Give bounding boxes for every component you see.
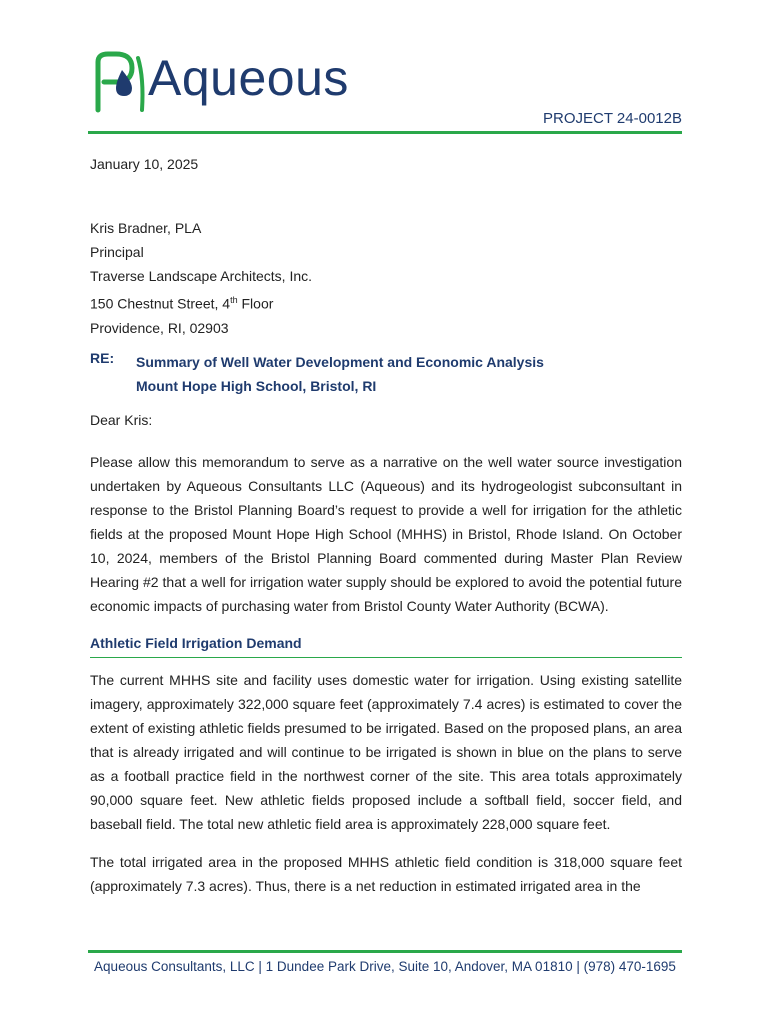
recipient-address	[90, 216, 682, 340]
total-area-paragraph: The total irrigated area in the proposed MHHS athletic field condition is 318,000 square feet (approximately 7.3 acres). Thus, there is a net reduction in estimated irrigated area in the	[90, 853, 682, 894]
header-divider	[88, 131, 682, 134]
recipient-street	[90, 288, 682, 316]
footer-contact: Aqueous Consultants, LLC | 1 Dundee Park Drive, Suite 10, Andover, MA 01810 | (978) 470-1695	[94, 959, 676, 974]
water-drop-logo-icon	[92, 48, 154, 118]
logo-wordmark: Aqueous	[148, 50, 349, 106]
section-heading: Athletic Field Irrigation Demand	[90, 632, 682, 658]
greeting: Dear Kris:	[90, 411, 153, 428]
subject-line-1: Summary of Well Water Development and Economic Analysis	[136, 353, 544, 370]
recipient-name: Kris Bradner, PLA	[90, 220, 202, 236]
street-text: 150 Chestnut Street, 4	[90, 295, 231, 312]
subject-label: RE:	[90, 349, 115, 366]
recipient-company: Traverse Landscape Architects, Inc.	[90, 268, 313, 284]
recipient-city: Providence, RI, 02903	[90, 319, 229, 336]
intro-paragraph: Please allow this memorandum to serve as a narrative on the well water source investigation undertaken by Aqueous Consultants LLC (Aqueous) and its hydrogeologist subconsultant in response to the Bristol Planning Board’s request to provide a well for irrigation for the athletic fields at the proposed Mount Hope High School (MHHS) in Bristol, Rhode Island. On October 10, 2024, members of the Bristol Planning Board commented during Master Plan Review Hearing #2 that a well for irrigation water supply should be explored to avoid the potential future economic impacts of purchasing water from Bristol County Water Authority (BCWA).	[90, 453, 682, 614]
project-number: PROJECT 24-0012B	[543, 110, 682, 127]
company-logo	[92, 48, 372, 118]
recipient-title: Principal	[90, 244, 144, 260]
street-floor: Floor	[237, 295, 274, 312]
subject-block	[90, 350, 682, 398]
letter-date: January 10, 2025	[90, 156, 199, 172]
subject-line-2: Mount Hope High School, Bristol, RI	[136, 377, 377, 394]
street-ordinal: th	[230, 295, 238, 305]
demand-paragraph: The current MHHS site and facility uses domestic water for irrigation. Using existing satellite imagery, approximately 322,000 square feet (approximately 7.4 acres) is estimated to cover the extent of existing athletic fields presumed to be irrigated. Based on the proposed plans, an area that is already irrigated and will continue to be irrigated is shown in blue on the plans to serve as a football practice field in the northwest corner of the site. This area totals approximately 90,000 square feet. New athletic fields proposed include a softball field, soccer field, and baseball field. The total new athletic field area is approximately 228,000 square feet.	[90, 671, 682, 832]
letter-body	[90, 150, 682, 912]
footer-divider	[88, 950, 682, 953]
